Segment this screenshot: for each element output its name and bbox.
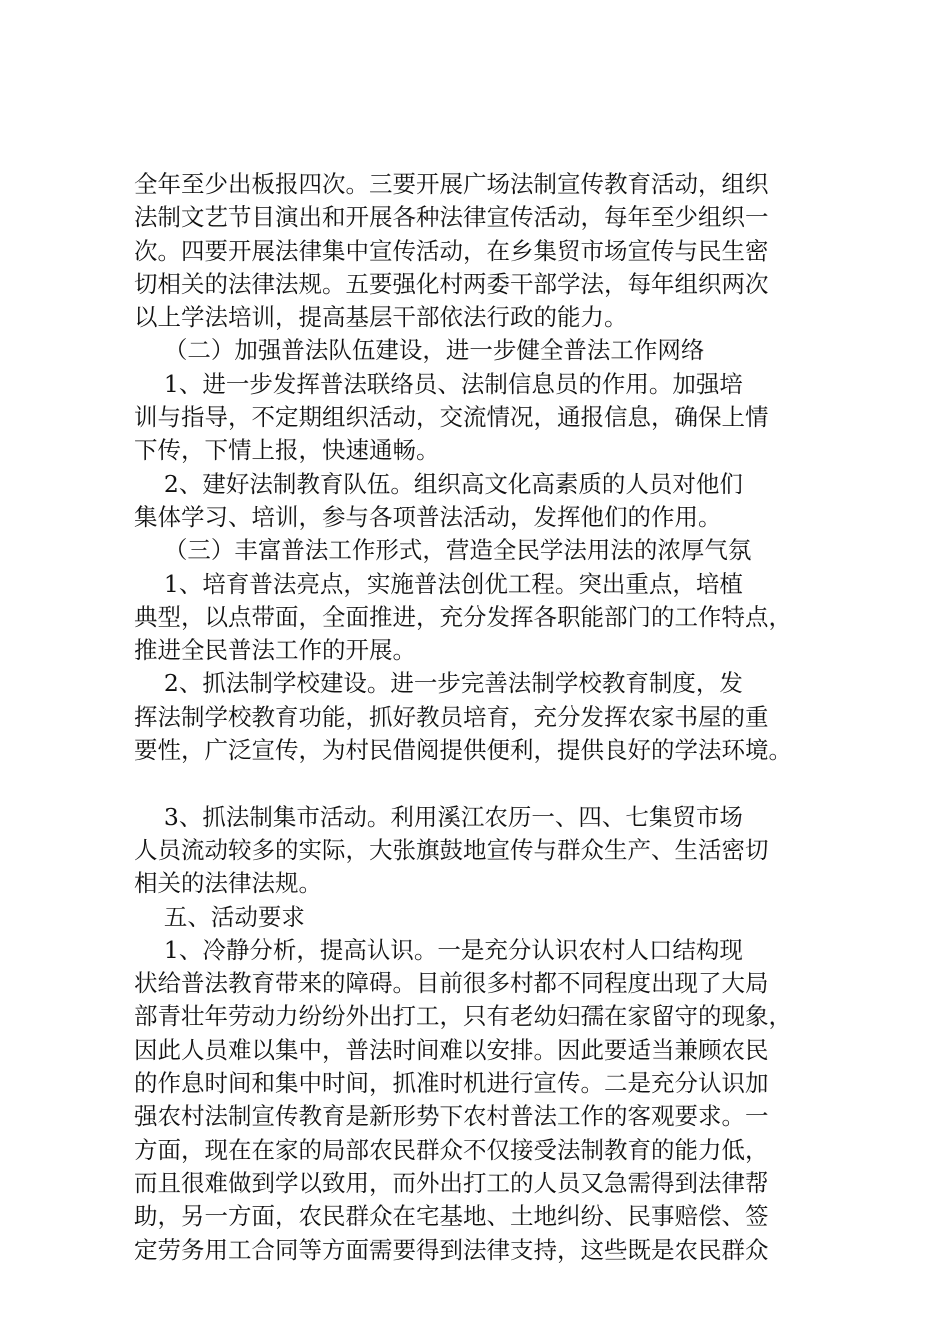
text-line: 方面，现在在家的局部农民群众不仅接受法制教育的能力低， [134,1135,769,1164]
text-line: 全年至少出板报四次。三要开展广场法制宣传教育活动，组织 [134,170,769,198]
text-line: 1、进一步发挥普法联络员、法制信息员的作用。加强培 [134,369,743,398]
text-line: 部青壮年劳动力纷纷外出打工，只有老幼妇孺在家留守的现象， [134,1002,792,1031]
text-line [134,767,834,800]
text-line: 五、活动要求 [134,902,305,931]
text-line: 下传，下情上报，快速通畅。 [134,436,440,465]
text-line: 人员流动较多的实际，大张旗鼓地宣传与群众生产、生活密切 [134,835,769,864]
text-line: 2、抓法制学校建设。进一步完善法制学校教育制度，发 [134,669,743,698]
text-line: 挥法制学校教育功能，抓好教员培育，充分发挥农家书屋的重 [134,702,769,731]
text-line: 典型，以点带面，全面推进，充分发挥各职能部门的工作特点， [134,602,792,631]
body-text [134,168,834,1267]
text-line: 推进全民普法工作的开展。 [134,636,416,665]
text-line: 切相关的法律法规。五要强化村两委干部学法，每年组织两次 [134,269,769,298]
text-line: 以上学法培训，提高基层干部依法行政的能力。 [134,303,628,332]
text-line: （三）丰富普法工作形式，营造全民学法用法的浓厚气氛 [134,536,752,565]
text-line: 次。四要开展法律集中宣传活动，在乡集贸市场宣传与民生密 [134,236,769,265]
text-line: 的作息时间和集中时间，抓准时机进行宣传。二是充分认识加 [134,1069,769,1098]
text-line: 1、冷静分析，提高认识。一是充分认识农村人口结构现 [134,935,743,964]
text-line: 要性，广泛宣传，为村民借阅提供便利，提供良好的学法环境。 [134,736,792,765]
text-line: 状给普法教育带来的障碍。目前很多村都不同程度出现了大局 [134,969,769,998]
text-line: 定劳务用工合同等方面需要得到法律支持，这些既是农民群众 [134,1235,769,1264]
text-line: （二）加强普法队伍建设，进一步健全普法工作网络 [134,336,705,365]
text-line: 强农村法制宣传教育是新形势下农村普法工作的客观要求。一 [134,1102,769,1131]
text-line: 2、建好法制教育队伍。组织高文化高素质的人员对他们 [134,469,743,498]
text-line: 而且很难做到学以致用，而外出打工的人员又急需得到法律帮 [134,1168,769,1197]
text-line: 集体学习、培训，参与各项普法活动，发挥他们的作用。 [134,502,722,531]
text-line: 训与指导，不定期组织活动，交流情况，通报信息，确保上情 [134,403,769,432]
text-line: 1、培育普法亮点，实施普法创优工程。突出重点，培植 [134,569,743,598]
text-line: 因此人员难以集中，普法时间难以安排。因此要适当兼顾农民 [134,1035,769,1064]
text-line: 3、抓法制集市活动。利用溪江农历一、四、七集贸市场 [134,802,743,831]
text-line: 助，另一方面，农民群众在宅基地、土地纠纷、民事赔偿、签 [134,1202,769,1231]
text-line: 法制文艺节目演出和开展各种法律宣传活动，每年至少组织一 [134,203,769,232]
text-line: 相关的法律法规。 [134,869,322,898]
